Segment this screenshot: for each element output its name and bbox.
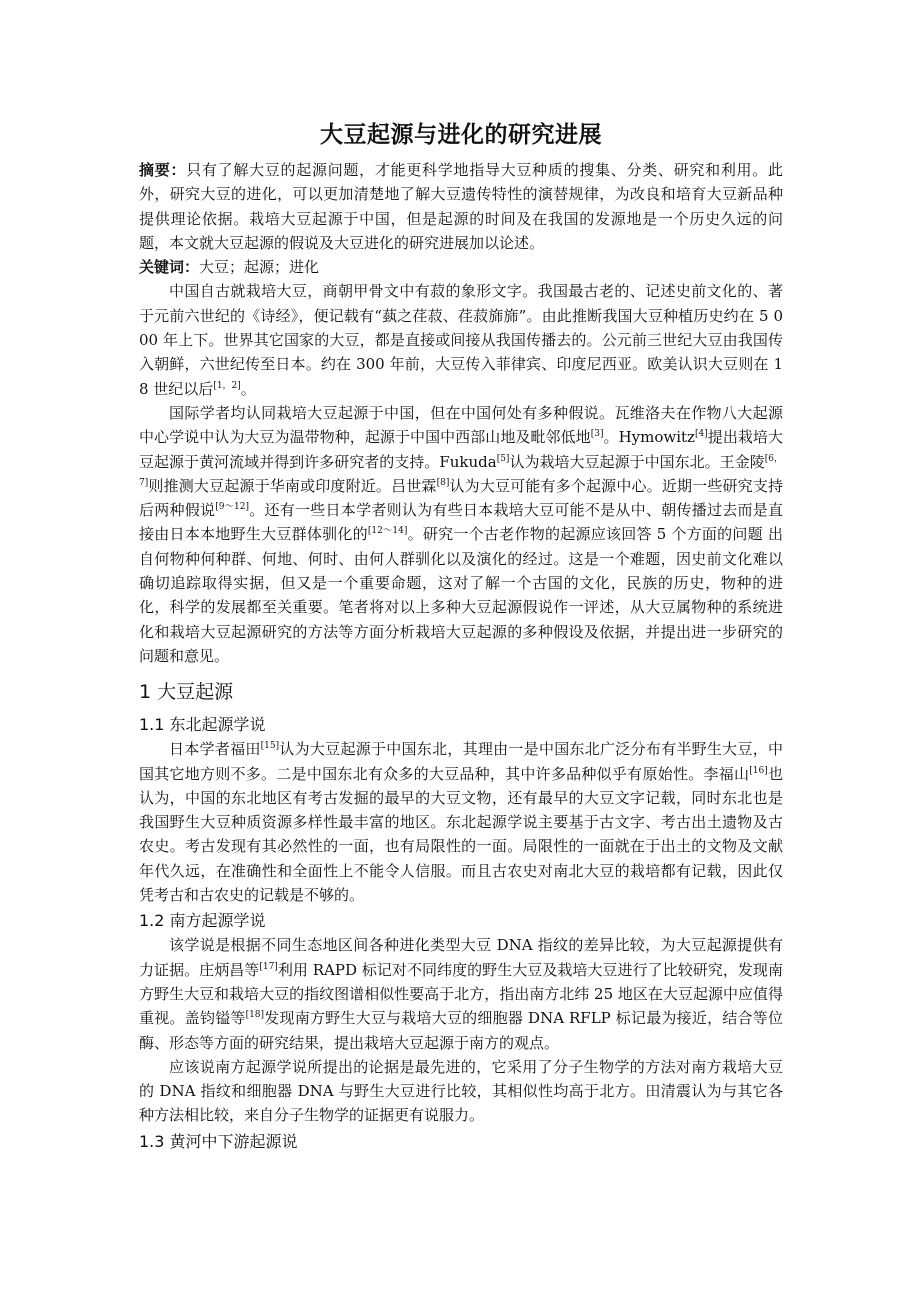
abstract-label: 摘要： — [139, 161, 187, 179]
citation: [9～12] — [215, 502, 250, 513]
text-run: 认为大豆可能有多个起源中心。近期一些研究支持后两种假说 — [139, 476, 783, 520]
citation: [16] — [749, 765, 768, 776]
text-run: 国际学者均认同栽培大豆起源于中国，但在中国何处有多种假说。瓦维洛夫在作物八大起源中心学说中认为大豆为温带物种，起源于中国中西部山地及毗邻低地 — [139, 403, 783, 447]
text-run: 应该说南方起源学说所提出的论据是最先进的，它采用了分子生物学的方法对南方栽培大豆的 DNA 指纹和细胞器 DNA 与野生大豆进行比较，其相似性均高于北方。田清震认为与其它各种方法相比较，来自分子生物学的证据更有说服力。 — [139, 1057, 783, 1125]
subsection-heading-1-1: 1.1 东北起源学说 — [139, 715, 266, 735]
citation: [6，7] — [139, 453, 783, 488]
text-run: 认为栽培大豆起源于中国东北。王金陵 — [509, 452, 765, 471]
section-1-2-paragraph-2 — [139, 1055, 783, 1128]
text-run: 。Hymowitz — [603, 428, 695, 447]
citation: [3] — [590, 429, 604, 440]
keywords-text: 大豆；起源；进化 — [199, 258, 320, 277]
text-run: 发现南方野生大豆与栽培大豆的细胞器 DNA RFLP 标记最为接近，结合等位酶、形态等方面的研究结果，提出栽培大豆起源于南方的观点。 — [139, 1009, 783, 1052]
citation: [1，2] — [213, 380, 241, 391]
section-1-2-paragraph-1 — [139, 933, 783, 1054]
citation: [5] — [496, 453, 510, 464]
text-run: 认为大豆起源于中国东北，其理由一是中国东北广泛分布有半野生大豆，中国其它地方则不多。二是中国东北有众多的大豆品种，其中许多品种似乎有原始性。李福山 — [139, 740, 783, 783]
subsection-heading-1-3: 1.3 黄河中下游起源说 — [139, 1131, 298, 1151]
citation: [8] — [436, 477, 450, 488]
citation: [17] — [259, 961, 278, 972]
text-run: 。 — [240, 379, 256, 398]
intro-paragraph-2 — [139, 401, 783, 668]
text-run: 也认为，中国的东北地区有考古发掘的最早的大豆文物，还有最早的大豆文字记载，同时东北也是我国野生大豆种质资源多样性最丰富的地区。东北起源学说主要基于古文字、考古出土遗物及古农史。考古发现有其必然性的一面，也有局限性的一面。局限性的一面就在于出土的文物及文献年代久远，在准确性和全面性上不能令人信服。而且古农史对南北大豆的栽培都有记载，因此仅凭考古和古农史的记载是不够的。 — [139, 764, 783, 905]
section-heading-1: 1 大豆起源 — [139, 681, 234, 704]
keywords — [139, 255, 783, 279]
paper-title: 大豆起源与进化的研究进展 — [320, 122, 602, 148]
intro-paragraph-1 — [139, 279, 783, 400]
subsection-heading-1-2: 1.2 南方起源学说 — [139, 911, 266, 931]
text-run: 利用 RAPD 标记对不同纬度的野生大豆及栽培大豆进行了比较研究，发现南方野生大豆和栽培大豆的指纹图谱相似性要高于北方，指出南方北纬 25 地区在大豆起源中应值得重视。盖钧镒等 — [139, 960, 783, 1028]
paper-body — [139, 118, 783, 1154]
text-run: 提出栽培大豆起源于黄河流域并得到许多研究者的支持。Fukuda — [139, 428, 783, 471]
text-run: 。研究一个古老作物的起源应该回答 5 个方面的问题 出自何物种何种群、何地、何时、由何人群驯化以及演化的经过。这是一个难题，因史前文化难以确切追踪取得实据，但又是一个重要命题，这对了解一个古国的文化，民族的历史，物种的进化，科学的发展都至关重要。笔者将对以上多种大豆起源假说作一评述，从大豆属物种的系统进化和栽培大豆起源研究的方法等方面分析栽培大豆起源的多种假设及依据，并提出进一步研究的问题和意见。 — [139, 525, 783, 665]
text-run: 该学说是根据不同生态地区间各种进化类型大豆 DNA 指纹的差异比较，为大豆起源提供有力证据。庄炳昌等 — [139, 936, 783, 979]
text-run: 日本学者福田 — [169, 740, 261, 759]
citation: [4] — [694, 429, 708, 440]
citation: [15] — [260, 741, 280, 752]
text-run: 则推测大豆起源于华南或印度附近。吕世霖 — [148, 476, 437, 495]
text-run: 。还有一些日本学者则认为有些日本栽培大豆可能不是从中、朝传播过去而是直接由日本本地野生大豆群体驯化的 — [139, 501, 783, 544]
citation: [18] — [245, 1010, 265, 1021]
section-1-1-paragraph — [139, 737, 783, 907]
text-run: 中国自古就栽培大豆，商朝甲骨文中有菽的象形文字。我国最古老的、记述史前文化的、著于元前六世纪的《诗经》，便记载有“蓺之荏菽、荏菽旆旆”。由此推断我国大豆种植历史约在 5 000 年上下。世界其它国家的大豆，都是直接或间接从我国传播去的。公元前三世纪大豆由我国传入朝鲜，六世纪传至日本。约在 300 年前，大豆传入菲律宾、印度尼西亚。欧美认识大豆则在 18 世纪以后 — [139, 282, 783, 398]
abstract — [139, 158, 783, 255]
citation: [12～14] — [367, 526, 408, 537]
keywords-label: 关键词： — [139, 258, 200, 277]
abstract-text: 只有了解大豆的起源问题，才能更科学地指导大豆种质的搜集、分类、研究和利用。此外，研究大豆的进化，可以更加清楚地了解大豆遗传特性的演替规律，为改良和培育大豆新品种提供理论依据。栽培大豆起源于中国，但是起源的时间及在我国的发源地是一个历史久远的问题，本文就大豆起源的假说及大豆进化的研究进展加以论述。 — [139, 161, 783, 252]
